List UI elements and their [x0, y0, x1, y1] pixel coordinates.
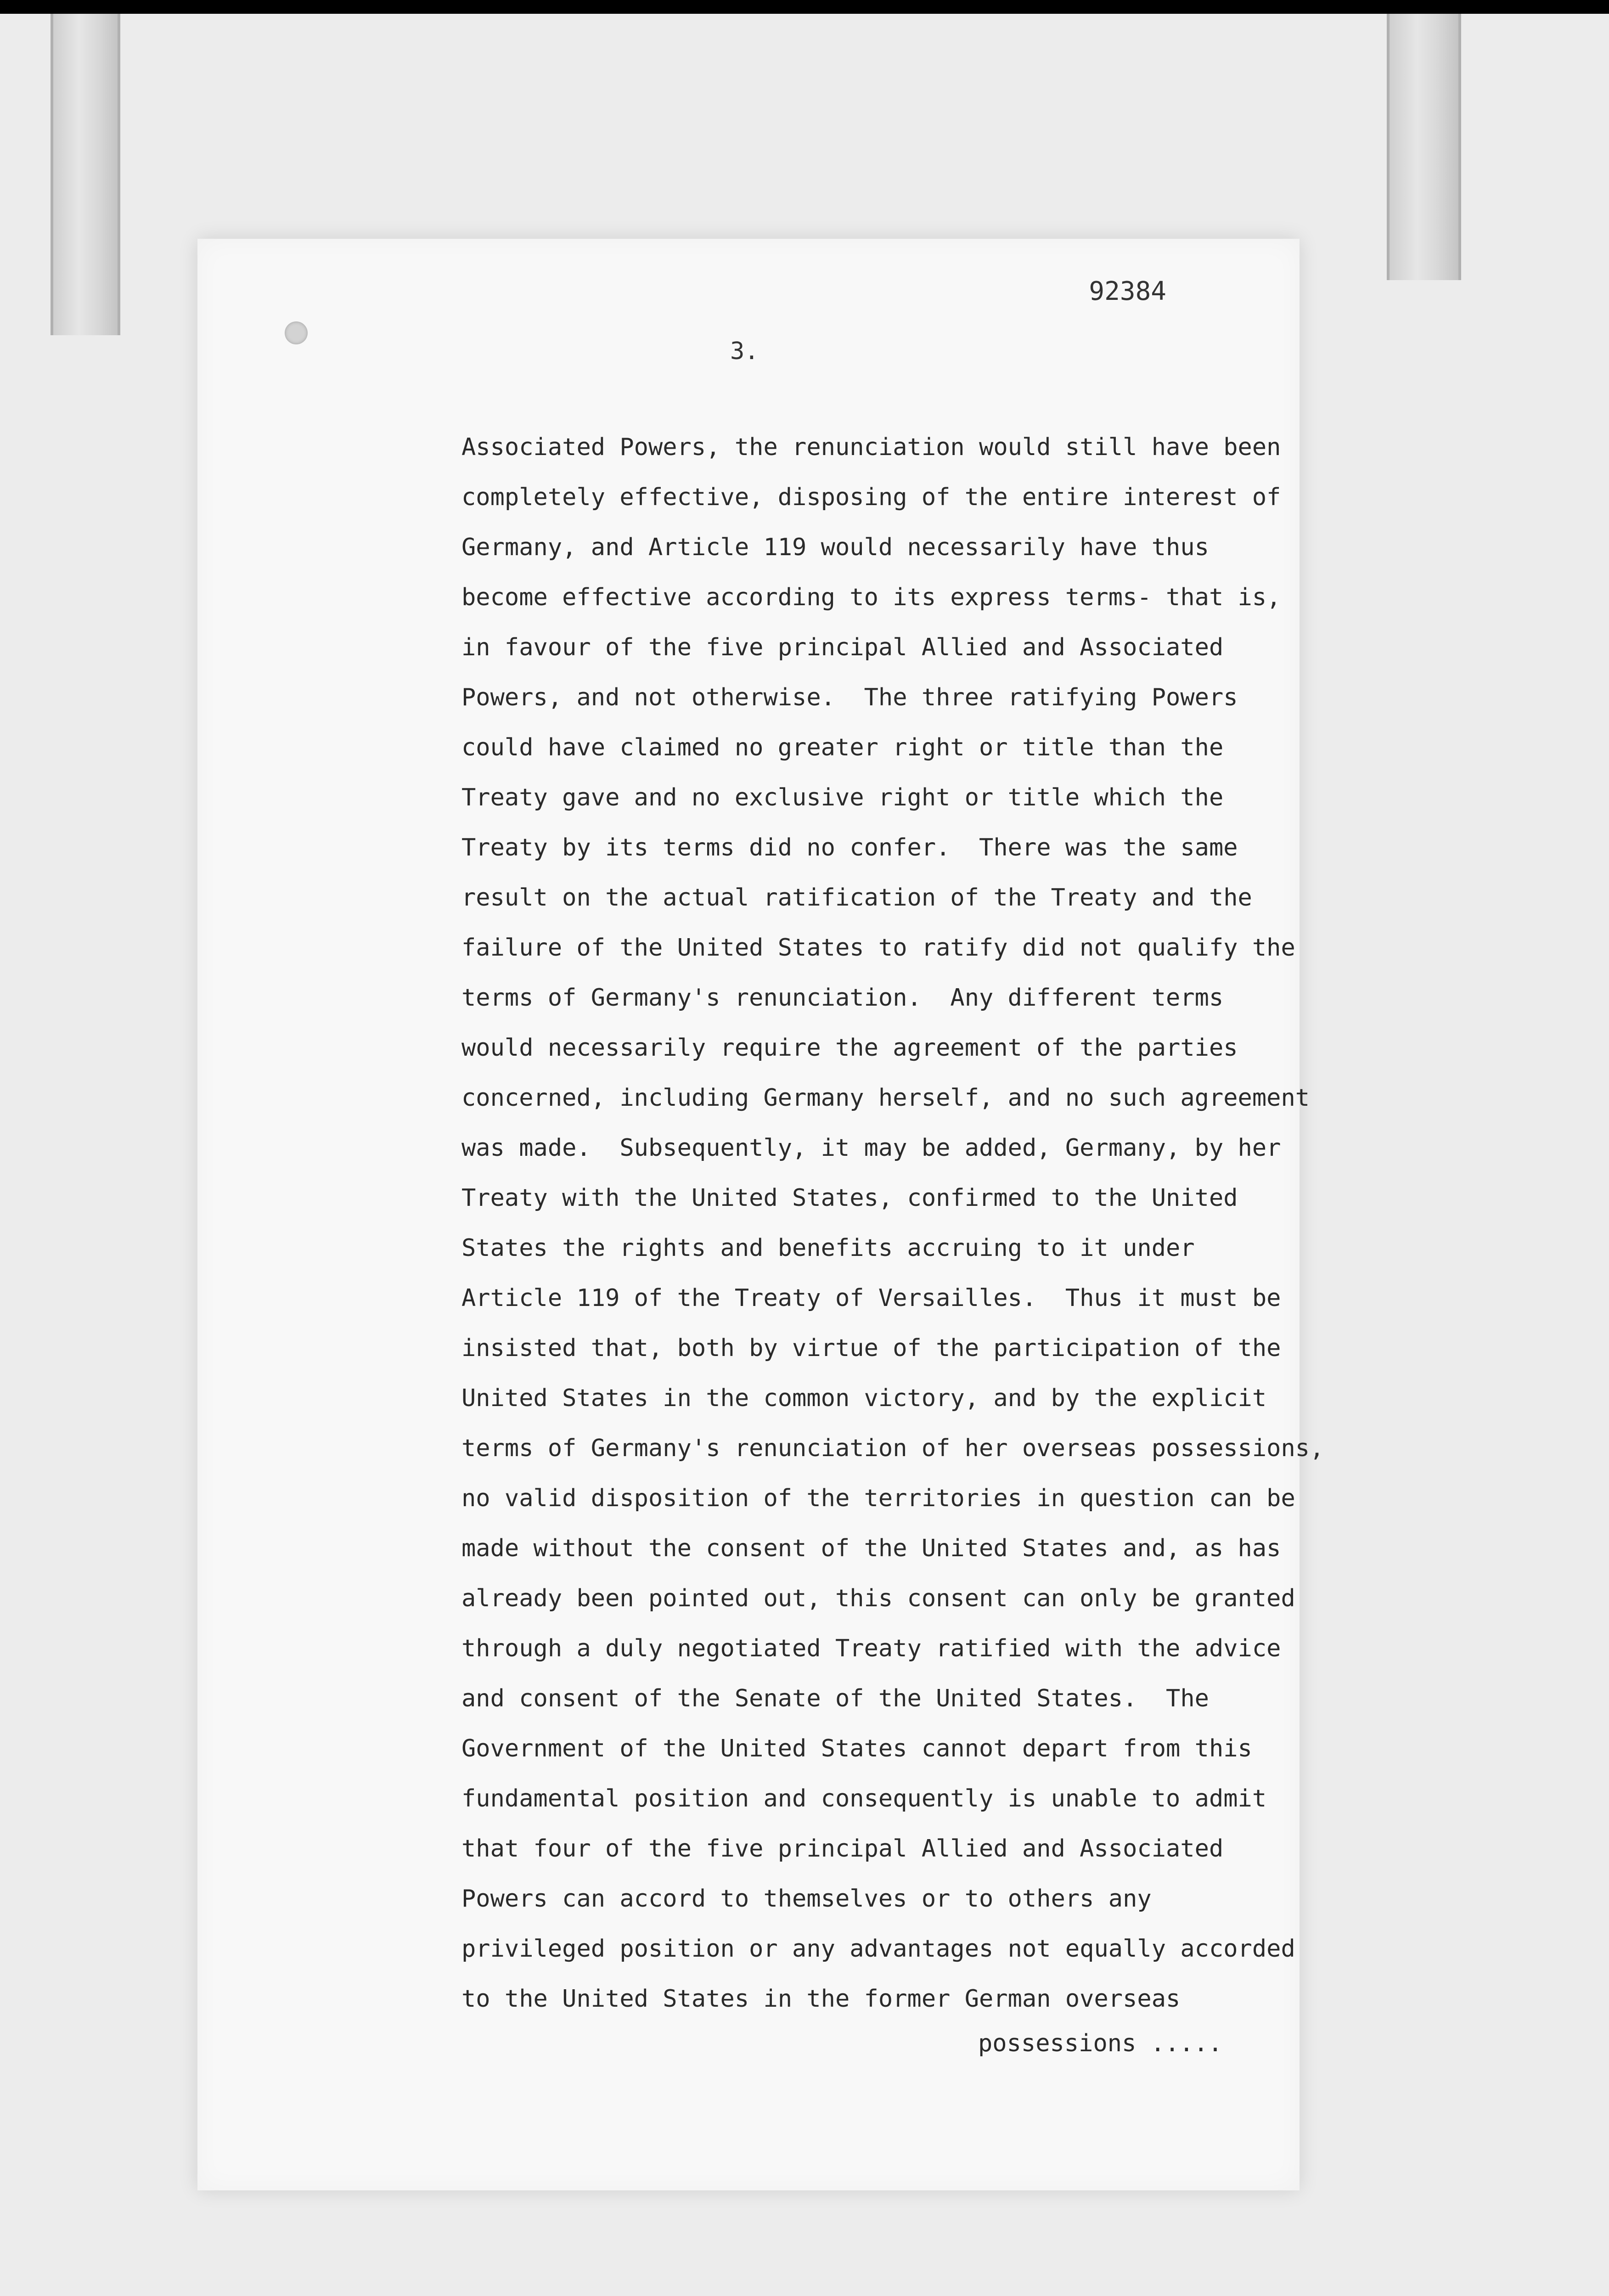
- film-border-top: [0, 0, 1609, 14]
- continuation-line: possessions .....: [978, 2030, 1223, 2057]
- text-line: Article 119 of the Treaty of Versailles. Thus it must be: [461, 1284, 1281, 1312]
- document-number: 92384: [1089, 276, 1166, 306]
- text-line: United States in the common victory, and by the explicit: [461, 1384, 1267, 1412]
- text-line: made without the consent of the United States and, as has: [461, 1535, 1281, 1562]
- text-line: Treaty by its terms did no confer. There was the same: [461, 834, 1238, 861]
- text-line: completely effective, disposing of the entire interest of: [461, 484, 1281, 511]
- text-line: to the United States in the former German overseas: [461, 1985, 1181, 2013]
- tape-strip-top-left: [51, 14, 120, 335]
- text-line: terms of Germany's renunciation of her overseas possessions,: [461, 1435, 1324, 1462]
- tape-strip-top-right: [1387, 14, 1461, 280]
- text-line: fundamental position and consequently is unable to admit: [461, 1785, 1267, 1812]
- text-line: Powers, and not otherwise. The three ratifying Powers: [461, 684, 1238, 711]
- text-line: Germany, and Article 119 would necessarily have thus: [461, 534, 1209, 561]
- text-line: Associated Powers, the renunciation would still have been: [461, 433, 1281, 461]
- text-line: already been pointed out, this consent can only be granted: [461, 1585, 1295, 1612]
- text-line: insisted that, both by virtue of the participation of the: [461, 1334, 1281, 1362]
- text-line: terms of Germany's renunciation. Any different terms: [461, 984, 1224, 1012]
- text-line: and consent of the Senate of the United States. The: [461, 1685, 1209, 1712]
- document-page: [197, 239, 1324, 2190]
- text-line: Government of the United States cannot depart from this: [461, 1735, 1252, 1762]
- text-line: could have claimed no greater right or title than the: [461, 734, 1224, 761]
- text-line: through a duly negotiated Treaty ratified with the advice: [461, 1635, 1281, 1662]
- text-line: become effective according to its express terms- that is,: [461, 584, 1281, 611]
- text-line: Powers can accord to themselves or to others any: [461, 1885, 1152, 1913]
- text-line: failure of the United States to ratify did not qualify the: [461, 934, 1295, 962]
- page-number: 3.: [730, 338, 759, 365]
- typed-body-text: [461, 422, 1324, 2024]
- text-line: Treaty gave and no exclusive right or title which the: [461, 784, 1224, 811]
- punch-hole: [285, 321, 308, 344]
- text-line: was made. Subsequently, it may be added, Germany, by her: [461, 1134, 1281, 1162]
- text-line: privileged position or any advantages not equally accorded: [461, 1935, 1295, 1963]
- text-line: States the rights and benefits accruing to it under: [461, 1234, 1195, 1262]
- text-line: Treaty with the United States, confirmed to the United: [461, 1184, 1238, 1212]
- text-line: that four of the five principal Allied and Associated: [461, 1835, 1224, 1863]
- text-line: in favour of the five principal Allied and Associated: [461, 634, 1224, 661]
- text-line: result on the actual ratification of the Treaty and the: [461, 884, 1252, 912]
- text-line: concerned, including Germany herself, and no such agreement: [461, 1084, 1310, 1112]
- text-line: would necessarily require the agreement of the parties: [461, 1034, 1238, 1062]
- text-line: no valid disposition of the territories in question can be: [461, 1485, 1295, 1512]
